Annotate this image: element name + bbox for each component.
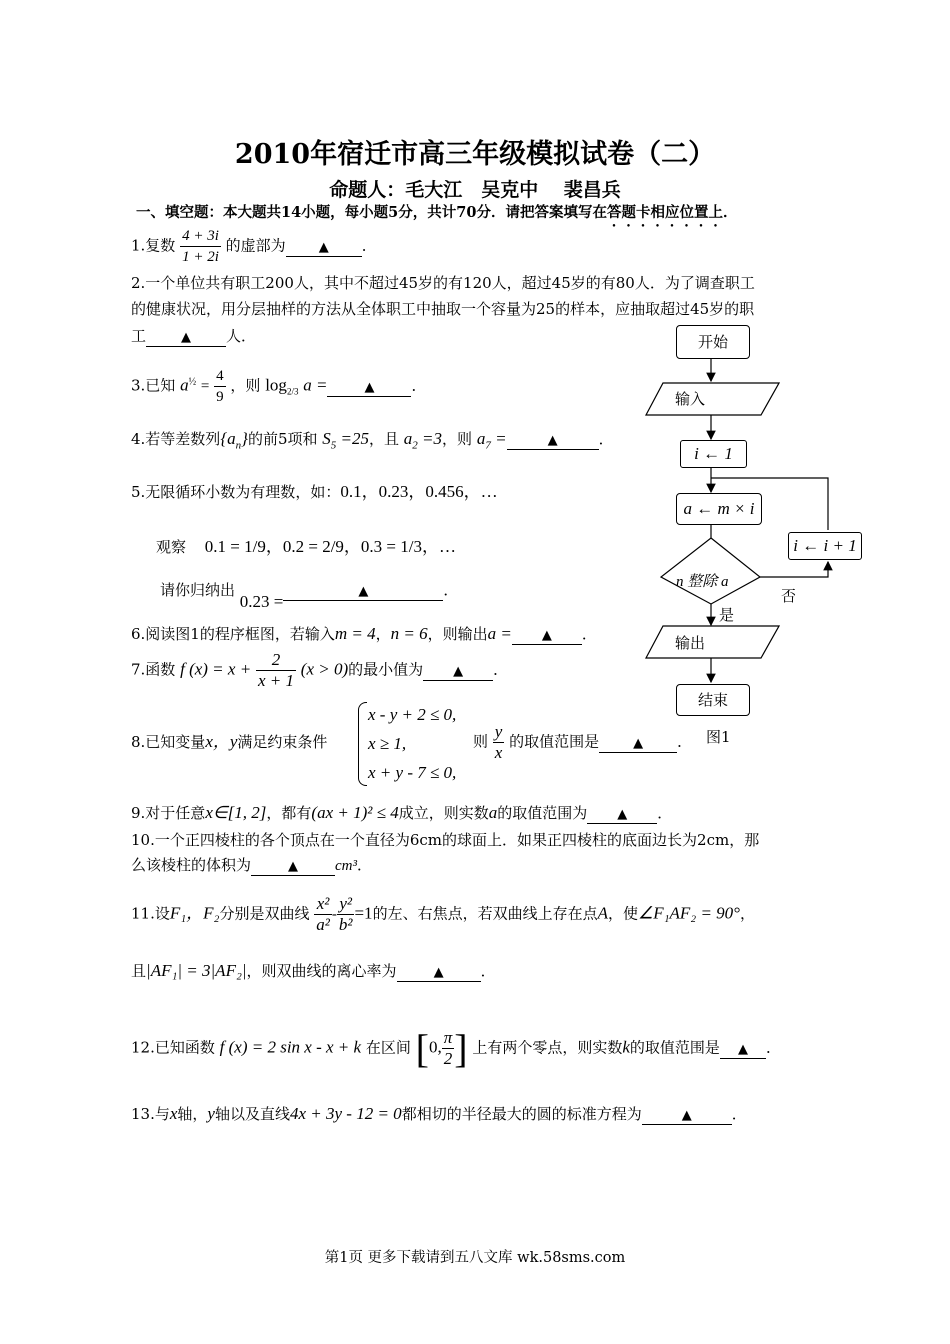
q11-condition: |AF₁| = 3|AF₂|: [146, 961, 247, 980]
q9-suffix: 的取值范围为: [497, 804, 588, 822]
q7-function: f (x) = x +: [180, 659, 252, 679]
q4-a2: $a_2 =3$: [403, 429, 443, 452]
q2-suffix: 人．: [226, 327, 257, 345]
q5-examples: 0.1，0.23，0.456，…: [340, 482, 498, 501]
question-3: [131, 366, 426, 407]
flow-output-label: 输出: [675, 634, 706, 652]
q9-set: x∈[1, 2]: [205, 803, 267, 822]
q3-exponent: ½: [188, 376, 197, 388]
q1-fraction: [180, 226, 221, 267]
q7-prefix: 7.函数: [131, 660, 176, 679]
q6-a: a =: [487, 624, 512, 643]
q6-n: n = 6: [390, 624, 428, 643]
arrow-decision-increment: [760, 562, 828, 577]
q5-answer-blank[interactable]: [283, 582, 443, 601]
q11-equals: =1: [354, 903, 373, 923]
question-8-label: [131, 732, 327, 752]
question-10-line2: [131, 856, 372, 876]
q11-post: 的左、右焦点，若双曲线上存在点: [372, 904, 598, 923]
q4-answer-blank[interactable]: [507, 431, 599, 450]
question-9: [131, 803, 672, 824]
q13-answer-blank[interactable]: [642, 1106, 732, 1125]
question-2-line2: 的健康状况，用分层抽样的方法从全体职工中抽取一个容量为25的样本，应抽取超过45岁的职: [131, 300, 755, 318]
q11-mid: 分别是双曲线: [219, 904, 310, 923]
q6-answer-blank[interactable]: [512, 626, 582, 645]
section-emphasis: 答题卡相应位置上: [606, 204, 723, 221]
question-5-line1: [131, 482, 498, 502]
q11-minus: -: [331, 906, 337, 923]
flow-output-shape: [645, 625, 780, 659]
answer-marker: ▲: [318, 239, 329, 255]
q12-fraction: $\frac{\pi}{2}$: [443, 1028, 453, 1068]
flow-yes-label: 是: [719, 606, 735, 624]
q5-ask-expression: 0.23 =: [239, 592, 284, 611]
flow-end: 结束: [676, 684, 750, 716]
q9-mid: ，都有: [266, 804, 312, 822]
question-6: [131, 624, 597, 645]
q8-then: 则: [473, 732, 489, 751]
answer-marker: ▲: [617, 807, 628, 822]
q6-sep: ，: [375, 625, 391, 643]
q13-x: x: [169, 1104, 178, 1123]
question-12: [131, 1028, 781, 1069]
q1-denominator: 1 + 2i: [182, 249, 219, 265]
q4-mid3: ，则: [442, 430, 473, 448]
q4-sequence: $\{a_n\}$: [220, 429, 248, 452]
section-intro: 一、填空题：本大题共14小题，每小题5分，共计70分．请把答案填写在: [136, 204, 607, 221]
q3-answer-blank[interactable]: [327, 378, 411, 397]
q11-frac-y: $\frac{\text{y²}}{\text{b²}}$: [338, 894, 353, 934]
q7-suffix: 的最小值为: [348, 660, 424, 679]
q2-prefix: 工: [131, 327, 147, 345]
q8-constraint-2: x ≥ 1,: [368, 734, 407, 753]
answer-marker: ▲: [453, 663, 464, 679]
q7-fraction: $\frac{2}{x + 1}$: [257, 650, 294, 690]
q3-suffix: ．: [411, 376, 427, 395]
question-4: [131, 429, 614, 455]
q9-post: 成立，则实数: [398, 804, 489, 822]
q8-end: ．: [677, 732, 693, 751]
q8-mid: 满足约束条件: [237, 733, 328, 751]
answer-marker: ▲: [737, 1041, 748, 1057]
answer-marker: ▲: [681, 1108, 692, 1123]
figure-caption: 图1: [706, 728, 731, 746]
q3-log-base: 2/3: [286, 386, 299, 397]
q3-variable: a =: [303, 375, 328, 395]
section-end: ．: [722, 204, 738, 221]
q12-prefix: 12.已知函数: [131, 1038, 215, 1057]
answer-marker: ▲: [364, 379, 375, 395]
q5-suffix: ．: [443, 581, 459, 599]
question-5-line2: [156, 537, 456, 557]
q4-mid2: ，且: [369, 430, 400, 448]
q8-brace: [358, 702, 367, 786]
q9-inequality: (ax + 1)² ≤ 4: [311, 803, 399, 822]
q12-mid: 在区间: [365, 1038, 411, 1057]
authors-line: 命题人：毛大江 吴克中 裴昌兵: [329, 179, 621, 201]
q12-suffix: 的取值范围是: [629, 1038, 720, 1057]
q4-mid1: 的前5项和: [247, 430, 318, 448]
question-5-line3: [160, 580, 459, 611]
answer-marker: ▲: [633, 735, 644, 751]
answer-marker: ▲: [541, 628, 552, 643]
q5-observe-label: 观察: [156, 538, 187, 556]
q8-fraction: $\frac{y}{x}$: [494, 722, 503, 762]
flow-decision-label: n 整除 a: [676, 574, 729, 590]
q12-interval-left: 0,: [428, 1037, 442, 1057]
q11-line2-prefix: 且: [131, 962, 147, 980]
q4-a7: $a_7$ =: [476, 429, 507, 452]
q1-suffix: 的虚部为: [225, 236, 286, 255]
q11-prefix: 11.设: [131, 904, 170, 923]
flow-increment: i ← i + 1: [788, 532, 862, 560]
q1-numerator: 4 + 3i: [180, 226, 221, 247]
q8-suffix: 的取值范围是: [509, 732, 600, 751]
q10-prefix: 么该棱柱的体积为: [131, 856, 252, 874]
q6-suffix: ．: [581, 625, 597, 643]
page-footer: 第1页 更多下载请到五八文库 wk.58sms.com: [324, 1250, 626, 1266]
q5-observations: 0.1 = 1/9，0.2 = 2/9，0.3 = 1/3，…: [204, 537, 456, 556]
q1-answer-blank[interactable]: [286, 238, 362, 257]
question-1: 1.复数 $\frac{4 + 3i}{1 + 2i}$ 的虚部为 ▲ ．: [131, 228, 377, 265]
q9-a: a: [488, 803, 498, 822]
q13-end: ．: [731, 1105, 747, 1123]
q8-vars: x，y: [205, 732, 238, 751]
flow-init: i ← 1: [680, 440, 747, 468]
q3-prefix: 3.已知: [131, 376, 176, 395]
q11-suffix: ，则双曲线的离心率为: [246, 962, 397, 980]
answer-marker: ▲: [547, 433, 558, 448]
question-11-line2: [131, 961, 496, 982]
q3-mid: ，则: [230, 376, 261, 395]
q13-suffix: 都相切的半径最大的圆的标准方程为: [401, 1105, 642, 1123]
answer-marker: ▲: [181, 330, 192, 345]
q9-end: ．: [657, 804, 673, 822]
question-2-line3: [131, 327, 256, 347]
q8-prefix: 8.已知变量: [131, 733, 206, 751]
q6-prefix: 6.阅读图1的程序框图，若输入: [131, 625, 335, 643]
q13-prefix: 13.与: [131, 1105, 170, 1123]
flow-assign: a ← m × i: [676, 493, 762, 525]
question-13: [131, 1104, 747, 1125]
q11-comma: ，: [739, 904, 755, 923]
page-title: 2010年宿迁市高三年级模拟试卷（二）: [234, 139, 716, 170]
q7-answer-blank[interactable]: [423, 662, 493, 681]
q3-fraction: $\frac{4}{9}$: [216, 368, 224, 405]
q12-k: k: [622, 1037, 630, 1057]
answer-marker: ▲: [358, 584, 369, 599]
q2-answer-blank[interactable]: [146, 328, 226, 347]
q12-answer-blank[interactable]: [720, 1040, 766, 1059]
q3-log: log: [265, 375, 287, 395]
q3-equals: =: [200, 378, 210, 395]
q4-suffix: ．: [598, 430, 614, 448]
question-2-line1: 2.一个单位共有职工200人，其中不超过45岁的有120人，超过45岁的有80人．为了调查职工: [131, 274, 755, 292]
q8-constraint-1: x - y + 2 ≤ 0,: [368, 705, 457, 724]
q12-bracket-left: [: [415, 1026, 429, 1071]
q7-condition: (x > 0): [300, 659, 349, 679]
q11-point-a: A: [597, 903, 608, 923]
q10-end: ．: [357, 856, 373, 874]
q8-constraint-3: x + y - 7 ≤ 0,: [368, 763, 457, 782]
answer-marker: ▲: [288, 859, 299, 874]
flow-start: 开始: [676, 325, 750, 359]
q13-line-equation: 4x + 3y - 12 = 0: [289, 1104, 402, 1123]
q4-s5: $S_5 =25$: [322, 429, 369, 452]
q1-prefix: 1.复数: [131, 236, 176, 255]
q5-ask: 请你归纳出: [160, 581, 236, 599]
q7-end: ．: [493, 660, 509, 679]
q12-end: ．: [765, 1038, 781, 1057]
question-7: [131, 650, 508, 691]
q13-mid1: 轴，: [177, 1105, 208, 1123]
q10-answer-blank[interactable]: [251, 857, 335, 876]
q3-base-a: a: [180, 375, 189, 395]
q9-answer-blank[interactable]: [587, 805, 657, 824]
q11-frac-x: $\frac{\text{x²}}{\text{a²}}$: [316, 894, 330, 934]
q11-angle: ∠F₁AF₂ = 90°: [637, 903, 740, 923]
q10-unit: cm³: [335, 858, 358, 874]
flow-input-label: 输入: [675, 390, 706, 408]
question-10-line1: 10.一个正四棱柱的各个顶点在一个直径为6cm的球面上．如果正四棱柱的底面边长为2cm，那: [131, 831, 760, 849]
q4-prefix: 4.若等差数列: [131, 430, 221, 448]
q6-mid: ，则输出: [427, 625, 488, 643]
q13-mid2: 轴以及直线: [214, 1105, 290, 1123]
q11-answer-blank[interactable]: [397, 963, 481, 982]
q11-foci: F₁，F₂: [169, 903, 220, 923]
answer-marker: ▲: [433, 965, 444, 980]
q5-prefix: 5.无限循环小数为有理数，如：: [131, 483, 341, 501]
q11-end: ．: [480, 962, 496, 980]
q6-m: m = 4: [334, 624, 376, 643]
q11-post2: ，使: [607, 904, 638, 923]
q12-bracket-right: ]: [454, 1026, 468, 1071]
q12-post: 上有两个零点，则实数: [472, 1038, 623, 1057]
flow-input-shape: [645, 382, 780, 416]
flow-no-label: 否: [781, 587, 797, 605]
question-11-line1: [131, 894, 755, 935]
q13-y: y: [207, 1104, 215, 1123]
q9-prefix: 9.对于任意: [131, 804, 206, 822]
q12-function: f (x) = 2 sin x - x + k: [219, 1037, 362, 1057]
